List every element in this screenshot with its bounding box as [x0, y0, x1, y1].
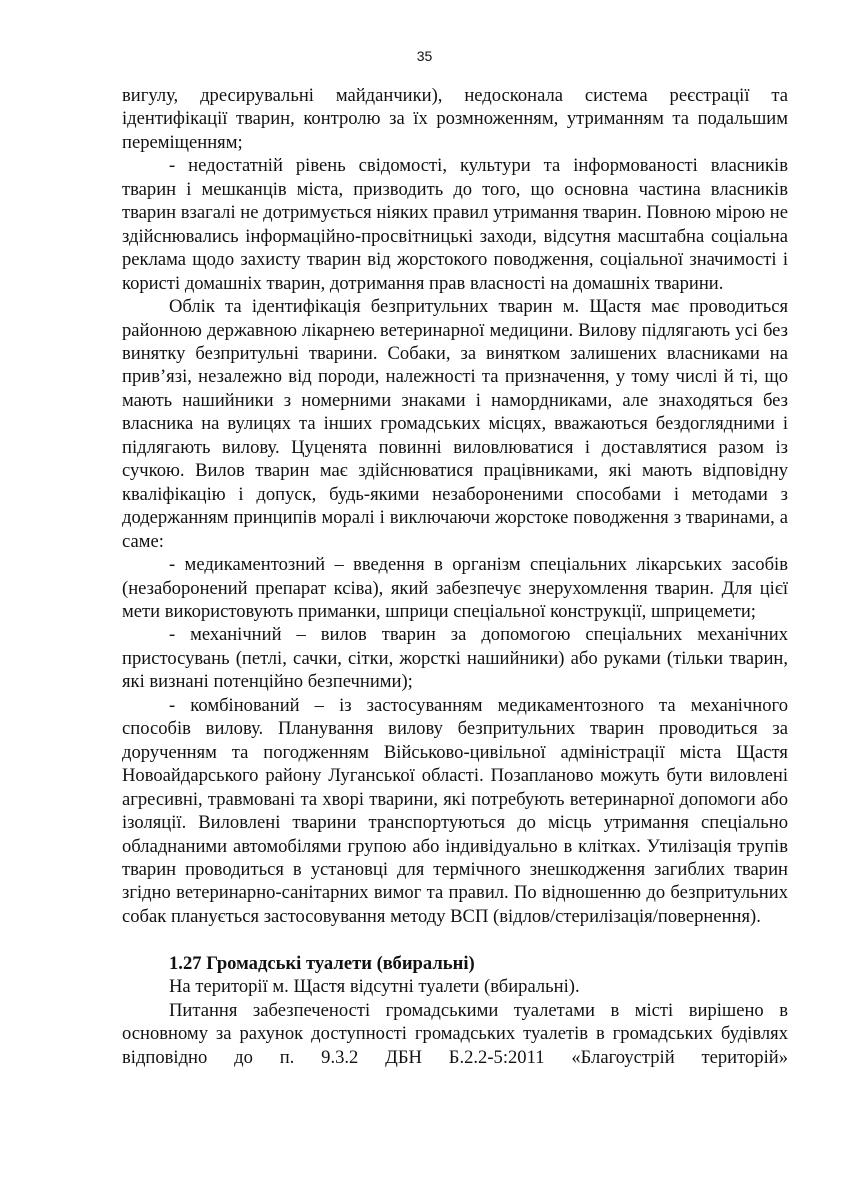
- section-gap: [122, 928, 788, 951]
- paragraph-combined-method: - комбінований – із застосуванням медикаментозного та механічного способів вилову. Планування вилову безпритульних тварин проводиться за дорученням та погодженням Військово-цивільної адміністрації міста Щастя Новоайдарського району Луганської області. Позапланово можуть бути виловлені агресивні, травмовані та хворі тварини, які потребують ветеринарної допомоги або ізоляції. Виловлені тварини транспортуються до місць утримання спеціально обладнаними автомобілями групою або індивідуально в клітках. Утилізація трупів тварин проводиться в установці для термічного знешкодження загиблих тварин згідно ветеринарно-санітарних вимог та правил. По відношенню до безпритульних собак планується застосовування методу ВСП (відлов/стерилізація/повернення).: [122, 694, 788, 927]
- paragraph-awareness: - недостатній рівень свідомості, культури та інформованості власників тварин і мешканців міста, призводить до того, що основна частина власників тварин взагалі не дотримується ніяких правил утримання тварин. Повною мірою не здійснювались інформаційно-просвітницькі заходи, відсутня масштабна соціальна реклама щодо захисту тварин від жорстокого поводження, соціальної значимості і користі домашніх тварин, дотримання прав власності на домашніх тварини.: [122, 155, 788, 294]
- paragraph-toilets-provision: Питання забезпеченості громадськими туалетами в місті вирішено в основному за рахунок доступності громадських туалетів в громадських будівлях відповідно до п. 9.3.2 ДБН Б.2.2-5:2011 «Благоустрій територій»: [122, 999, 788, 1068]
- paragraph-toilets-absent: На території м. Щастя відсутні туалети (вбиральні).: [169, 976, 580, 998]
- paragraph-registration: Облік та ідентифікація безпритульних тварин м. Щастя має проводиться районною державною лікарнею ветеринарної медицини. Вилову підлягають усі без винятку безпритульні тварини. Собаки, за винятком залишених власниками на прив’язі, незалежно від породи, належності та призначення, у тому числі й ті, що мають нашийники з номерними знаками і намордниками, але знаходяться без власника на вулицях та інших громадських місцях, вважаються бездоглядними і підлягають вилову. Цуценята повинні виловлюватися і доставлятися разом із сучкою. Вилов тварин має здійснюватися працівниками, які мають відповідну кваліфікацію і допуск, будь-якими незабороненими способами і методами з додержанням принципів моралі і виключаючи жорстоке поводження з тваринами, а саме:: [122, 296, 788, 552]
- paragraph-continuation: вигулу, дресирувальні майданчики), недосконала система реєстрації та ідентифікації тварин, контролю за їх розмноженням, утриманням та подальшим переміщенням;: [122, 85, 788, 153]
- page-number: 35: [416, 48, 433, 64]
- paragraph-mechanical-method: - механічний – вилов тварин за допомогою спеціальних механічних пристосувань (петлі, сачки, сітки, жорсткі нашийники) або руками (тільки тварин, які визнані потенційно безпечними);: [122, 624, 788, 693]
- document-body: [122, 84, 788, 1069]
- paragraph-medicinal-method: - медикаментозний – введення в організм спеціальних лікарських засобів (незаборонений препарат ксіва), який забезпечує знерухомлення тварин. Для цієї мети використовують приманки, шприци спеціальної конструкції, шприцемети;: [122, 554, 788, 622]
- section-heading: 1.27 Громадські туалети (вбиральні): [169, 952, 475, 974]
